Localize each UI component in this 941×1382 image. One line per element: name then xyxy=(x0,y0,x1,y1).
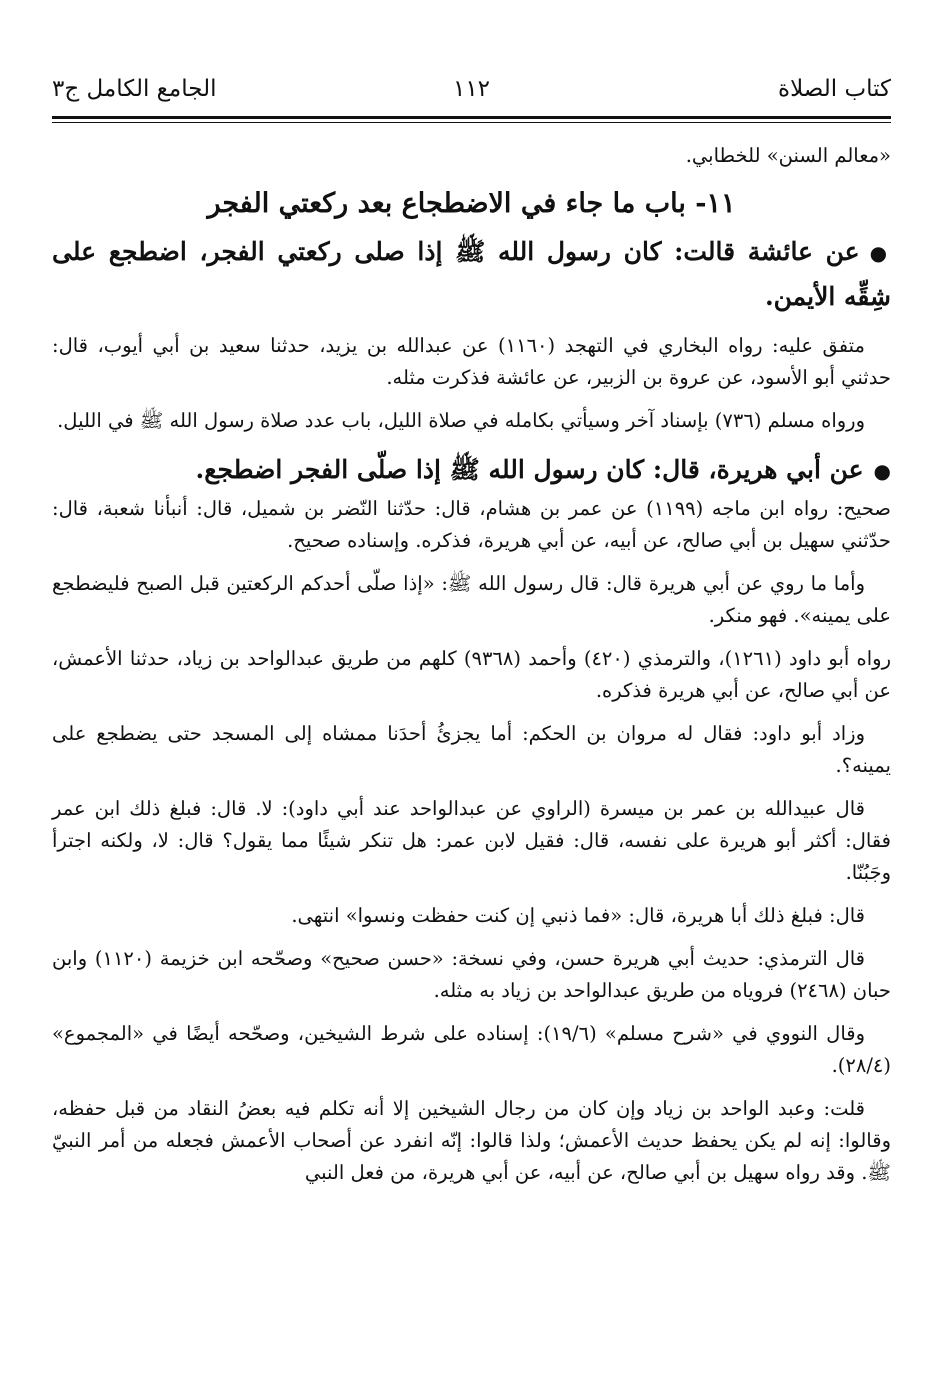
header-volume-title: الجامع الكامل ج٣ xyxy=(52,76,217,102)
chapter-title: ١١- باب ما جاء في الاضطجاع بعد ركعتي الفجر xyxy=(207,188,736,219)
header-book-section: كتاب الصلاة xyxy=(778,76,891,102)
note-paragraph: ورواه مسلم (٧٣٦) بإسناد آخر وسيأتي بكامله في صلاة الليل، باب عدد صلاة رسول الله ﷺ في الليل. xyxy=(57,409,865,432)
note-paragraph: قال الترمذي: حديث أبي هريرة حسن، وفي نسخة: «حسن صحيح» وصحّحه ابن خزيمة (١١٢٠) وابن حبان (٢٤٦٨) فروياه من طريق عبدالواحد بن زياد به مثله. xyxy=(52,947,891,1002)
hadith-text xyxy=(52,448,891,493)
note-paragraph: وزاد أبو داود: فقال له مروان بن الحكم: أما يجزئُ أحدَنا ممشاه إلى المسجد حتى يضطجع على يمينه؟. xyxy=(52,722,891,777)
running-header xyxy=(52,72,891,106)
page-content xyxy=(52,140,891,1189)
note-paragraph: صحيح: رواه ابن ماجه (١١٩٩) عن عمر بن هشام، قال: حدّثنا النّضر بن شميل، قال: أنبأنا شعبة، قال: حدّثني سهيل بن أبي صالح، عن أبيه، عن أبي هريرة، فذكره. وإسناده صحيح. xyxy=(52,497,891,552)
page-number: ١١٢ xyxy=(452,76,491,102)
hadith-text xyxy=(52,230,891,319)
note-paragraph: رواه أبو داود (١٢٦١)، والترمذي (٤٢٠) وأحمد (٩٣٦٨) كلهم من طريق عبدالواحد بن زياد، حدثنا الأعمش، عن أبي صالح، عن أبي هريرة فذكره. xyxy=(52,647,891,702)
bullet-icon: ● xyxy=(869,241,892,265)
hadith-1: عن عائشة قالت: كان رسول الله ﷺ إذا صلى ركعتي الفجر، اضطجع على شِقِّه الأيمن. xyxy=(52,237,891,311)
note-paragraph: قلت: وعبد الواحد بن زياد وإن كان من رجال الشيخين إلا أنه تكلم فيه بعضُ النقاد من قبل حفظه، وقالوا: إنه لم يكن يحفظ حديث الأعمش؛ ولذا قالوا: إنّه انفرد عن أصحاب الأعمش فجعله من أمر النبيّ ﷺ. وقد رواه سهيل بن أبي صالح، عن أبيه، عن أبي هريرة، من فعل النبي xyxy=(52,1097,891,1184)
hadith-2: عن أبي هريرة، قال: كان رسول الله ﷺ إذا صلّى الفجر اضطجع. xyxy=(195,455,864,484)
note-paragraph: وقال النووي في «شرح مسلم» (١٩/٦): إسناده على شرط الشيخين، وصحّحه أيضًا في «المجموع» (٢٨/٤). xyxy=(52,1022,891,1077)
header-rule-thick xyxy=(52,116,891,119)
header-rule-thin xyxy=(52,122,891,123)
intro-line: «معالم السنن» للخطابي. xyxy=(685,144,891,167)
bullet-icon: ● xyxy=(873,459,891,483)
note-paragraph: وأما ما روي عن أبي هريرة قال: قال رسول الله ﷺ: «إذا صلّى أحدكم الركعتين قبل الصبح فليضطجع على يمينه». فهو منكر. xyxy=(52,572,891,627)
note-paragraph: متفق عليه: رواه البخاري في التهجد (١١٦٠) عن عبدالله بن يزيد، حدثنا سعيد بن أبي أيوب، قال: حدثني أبو الأسود، عن عروة بن الزبير، عن عائشة فذكرت مثله. xyxy=(52,334,891,389)
note-paragraph: قال عبيدالله بن عمر بن ميسرة (الراوي عن عبدالواحد عند أبي داود): لا. قال: فبلغ ذلك ابن عمر فقال: أكثر أبو هريرة على نفسه، قال: فقيل لابن عمر: هل تنكر شيئًا مما يقول؟ قال: لا، ولكنه اجترأ وجَبُنّا. xyxy=(52,797,891,884)
note-paragraph: قال: فبلغ ذلك أبا هريرة، قال: «فما ذنبي إن كنت حفظت ونسوا» انتهى. xyxy=(291,904,865,927)
